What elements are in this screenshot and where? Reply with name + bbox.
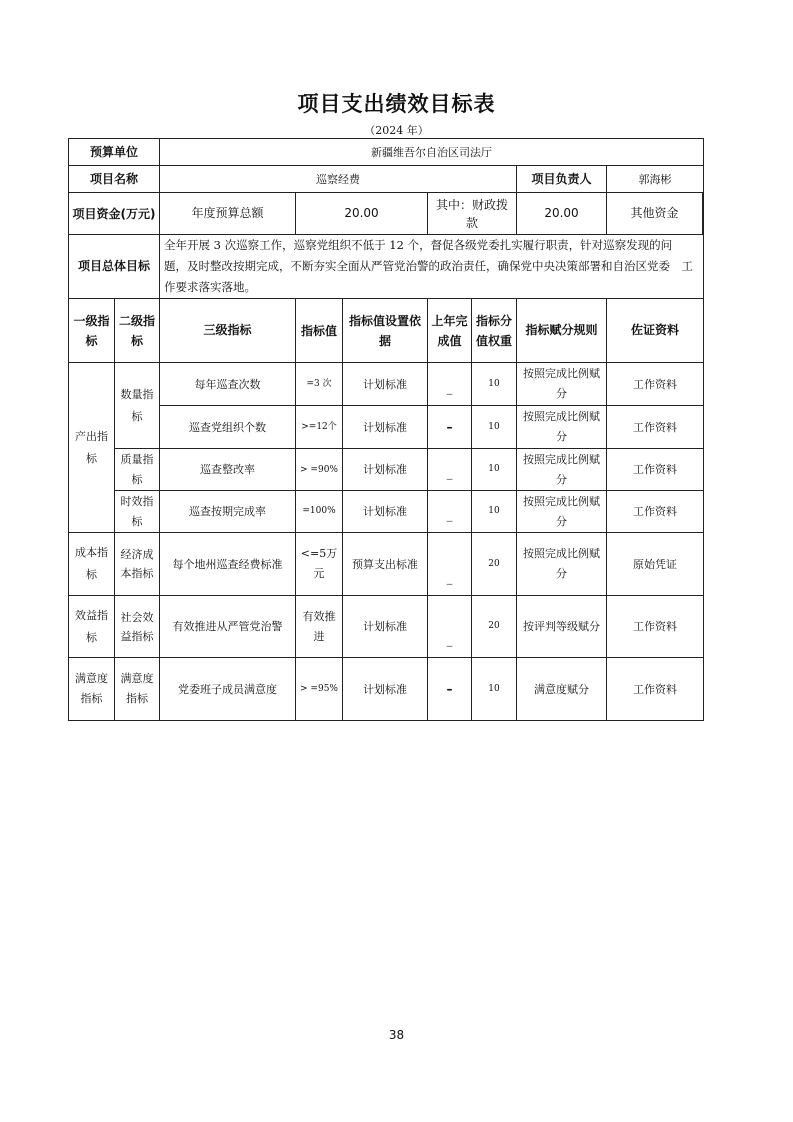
- value-cell: > =95%: [296, 658, 343, 721]
- project-name-value: 巡察经费: [160, 166, 517, 193]
- project-leader-label: 项目负责人: [517, 166, 607, 193]
- table-row: [69, 363, 704, 406]
- level2-cell: 社会效益指标: [115, 596, 160, 658]
- year-label: （2024 年）: [364, 124, 429, 137]
- budget-unit-value: 新疆维吾尔自治区司法厅: [160, 139, 704, 166]
- rule-cell: 按照完成比例赋分: [517, 533, 607, 596]
- header-row: [69, 299, 704, 363]
- evidence-cell: 工作资料: [607, 449, 704, 491]
- level3-cell: 巡查整改率: [160, 449, 296, 491]
- header-value: 指标值: [296, 299, 343, 363]
- goal-label: 项目总体目标: [69, 235, 160, 299]
- rule-cell: 按评判等级赋分: [517, 596, 607, 658]
- goal-text: 全年开展 3 次巡察工作，巡察党组织不低于 12 个，督促各级党委扎实履行职责，针对巡察发现的问 题，及时整改按期完成，不断夯实全面从严管党治警的政治责任，确保党中央决策部署和自治区党委 工作要求落实落地。: [160, 235, 704, 299]
- evidence-cell: 工作资料: [607, 596, 704, 658]
- header-level1: 一级指标: [69, 299, 115, 363]
- table-row: [69, 406, 704, 449]
- weight-cell: 20: [472, 533, 517, 596]
- weight-cell: 10: [472, 658, 517, 721]
- last-year-cell: –: [428, 406, 472, 449]
- rule-cell: 按照完成比例赋分: [517, 449, 607, 491]
- basis-cell: 计划标准: [343, 658, 428, 721]
- page-number: 38: [388, 1028, 405, 1042]
- header-weight: 指标分值权重: [472, 299, 517, 363]
- annual-budget-label: 年度预算总额: [160, 193, 296, 235]
- evidence-cell: 工作资料: [607, 491, 704, 533]
- value-cell: =100%: [296, 491, 343, 533]
- page-title: 项目支出绩效目标表: [297, 92, 496, 116]
- table-row: [69, 658, 704, 721]
- weight-cell: 10: [472, 406, 517, 449]
- value-cell: > =90%: [296, 449, 343, 491]
- funds-label: 项目资金(万元): [69, 193, 160, 235]
- last-year-cell: _: [428, 533, 472, 596]
- fiscal-label: 其中：财政拨款: [428, 193, 517, 235]
- evidence-cell: 工作资料: [607, 406, 704, 449]
- last-year-cell: –: [428, 658, 472, 721]
- level2-cell: 经济成本指标: [115, 533, 160, 596]
- basis-cell: 计划标准: [343, 491, 428, 533]
- level1-cell: 产出指标: [69, 363, 115, 533]
- table-row: [69, 596, 704, 658]
- level2-cell: 时效指标: [115, 491, 160, 533]
- fiscal-value: 20.00: [517, 193, 607, 235]
- project-leader-value: 郭海彬: [607, 166, 704, 193]
- budget-unit-label: 预算单位: [69, 139, 160, 166]
- value-cell: >=12个: [296, 406, 343, 449]
- annual-budget-value: 20.00: [296, 193, 428, 235]
- other-funds-cell: [607, 193, 704, 235]
- header-last-year: 上年完成值: [428, 299, 472, 363]
- weight-cell: 10: [472, 449, 517, 491]
- project-name-row: [69, 166, 704, 193]
- table-row: [69, 533, 704, 596]
- level3-cell: 巡查党组织个数: [160, 406, 296, 449]
- funds-row: [69, 193, 704, 235]
- rule-cell: 按照完成比例赋分: [517, 406, 607, 449]
- weight-cell: 10: [472, 491, 517, 533]
- level3-cell: 每年巡查次数: [160, 363, 296, 406]
- table-row: [69, 491, 704, 533]
- basis-cell: 计划标准: [343, 596, 428, 658]
- level2-cell: 数量指标: [115, 363, 160, 449]
- last-year-cell: _: [428, 449, 472, 491]
- basis-cell: 计划标准: [343, 449, 428, 491]
- level3-cell: 有效推进从严管党治警: [160, 596, 296, 658]
- header-basis: 指标值设置依据: [343, 299, 428, 363]
- value-cell: =3 次: [296, 363, 343, 406]
- evidence-cell: 原始凭证: [607, 533, 704, 596]
- basis-cell: 预算支出标准: [343, 533, 428, 596]
- level1-cell: 成本指标: [69, 533, 115, 596]
- header-evidence: 佐证资料: [607, 299, 704, 363]
- header-level3: 三级指标: [160, 299, 296, 363]
- level3-cell: 每个地州巡查经费标准: [160, 533, 296, 596]
- last-year-cell: _: [428, 491, 472, 533]
- rule-cell: 按照完成比例赋分: [517, 491, 607, 533]
- header-rule: 指标赋分规则: [517, 299, 607, 363]
- level2-cell: 质量指标: [115, 449, 160, 491]
- level1-cell: 效益指标: [69, 596, 115, 658]
- level2-cell: 满意度指标: [115, 658, 160, 721]
- rule-cell: 按照完成比例赋分: [517, 363, 607, 406]
- level3-cell: 党委班子成员满意度: [160, 658, 296, 721]
- last-year-cell: _: [428, 596, 472, 658]
- weight-cell: 10: [472, 363, 517, 406]
- level1-cell: 满意度指标: [69, 658, 115, 721]
- other-funds-label: 其他资金: [607, 193, 703, 234]
- rule-cell: 满意度赋分: [517, 658, 607, 721]
- evidence-cell: 工作资料: [607, 363, 704, 406]
- weight-cell: 20: [472, 596, 517, 658]
- header-level2: 二级指标: [115, 299, 160, 363]
- performance-table: [68, 138, 704, 721]
- basis-cell: 计划标准: [343, 406, 428, 449]
- evidence-cell: 工作资料: [607, 658, 704, 721]
- value-cell: <=5万元: [296, 533, 343, 596]
- basis-cell: 计划标准: [343, 363, 428, 406]
- value-cell: 有效推进: [296, 596, 343, 658]
- goal-row: [69, 235, 704, 299]
- table-row: [69, 449, 704, 491]
- budget-unit-row: [69, 139, 704, 166]
- level3-cell: 巡查按期完成率: [160, 491, 296, 533]
- project-name-label: 项目名称: [69, 166, 160, 193]
- last-year-cell: _: [428, 363, 472, 406]
